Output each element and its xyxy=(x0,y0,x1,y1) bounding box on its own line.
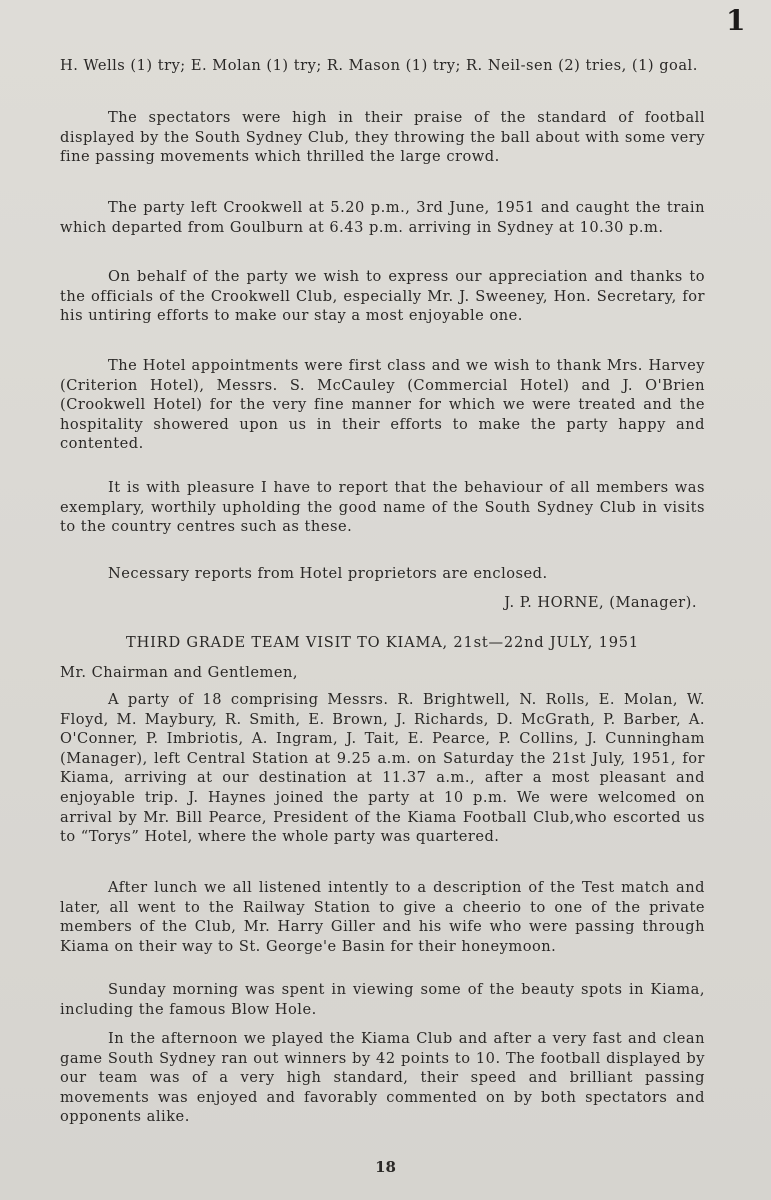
report2-heading: THIRD GRADE TEAM VISIT TO KIAMA, 21st—22nd JULY, 1951 xyxy=(126,634,639,651)
report1-signature-block xyxy=(60,593,705,613)
report2-salutation-block xyxy=(60,663,705,683)
report2-paragraph-2: After lunch we all listened intently to a description of the Test match and later, all went to the Railway Station to give a cheerio to one of the private members of the Club, Mr. Harry Giller and his wife who were passing through Kiama on their way to St. George'e Basin for their honeymoon. xyxy=(60,879,705,955)
report2-paragraph-1-block xyxy=(60,690,705,847)
report2-paragraph-4: In the afternoon we played the Kiama Club and after a very fast and clean game South Sydney ran out winners by 42 points to 10. The football displayed by our team was of a very high standard, their speed and brilliant passing movements was enjoyed and favorably commented on by both spectators and opponents alike. xyxy=(60,1030,705,1126)
report1-paragraph-1-block xyxy=(60,108,705,167)
scorers-paragraph: H. Wells (1) try; E. Molan (1) try; R. Mason (1) try; R. Neil-sen (2) tries, (1) goal. xyxy=(60,57,698,74)
report1-paragraph-6: Necessary reports from Hotel proprietors are enclosed. xyxy=(108,565,548,582)
manager-signature: J. P. HORNE, (Manager). xyxy=(504,594,697,611)
try-scorers-line xyxy=(60,56,705,76)
report1-paragraph-4: The Hotel appointments were first class and we wish to thank Mrs. Harvey (Criterion Hotel), Messrs. S. McCauley (Commercial Hotel) and J. O'Brien (Crookwell Hotel) for the very fine manner for which we were treated and the hospitality showered upon us in their efforts to make the party happy and contented. xyxy=(60,357,705,453)
report1-paragraph-5: It is with pleasure I have to report that the behaviour of all members was exemplary, worthily upholding the good name of the South Sydney Club in visits to the country centres such as these. xyxy=(60,479,705,536)
report1-paragraph-2-block xyxy=(60,198,705,237)
page-number: 18 xyxy=(375,1158,396,1176)
report1-paragraph-1: The spectators were high in their praise of the standard of football displayed by the South Sydney Club, they throwing the ball about with some very fine passing movements which thrilled the large crowd. xyxy=(60,109,705,166)
report2-paragraph-2-block xyxy=(60,878,705,956)
report2-paragraph-3: Sunday morning was spent in viewing some of the beauty spots in Kiama, including the famous Blow Hole. xyxy=(60,981,705,1018)
report1-paragraph-4-block xyxy=(60,356,705,454)
report1-paragraph-5-block xyxy=(60,478,705,537)
report1-paragraph-2: The party left Crookwell at 5.20 p.m., 3rd June, 1951 and caught the train which departed from Goulburn at 6.43 p.m. arriving in Sydney at 10.30 p.m. xyxy=(60,199,705,236)
report1-paragraph-3-block xyxy=(60,267,705,326)
corner-pencil-mark: 1 xyxy=(726,4,746,37)
report1-paragraph-3: On behalf of the party we wish to express our appreciation and thanks to the officials of the Crookwell Club, especially Mr. J. Sweeney, Hon. Secretary, for his untiring efforts to make our stay a most enjoyable one. xyxy=(60,268,705,325)
report2-salutation: Mr. Chairman and Gentlemen, xyxy=(60,664,299,681)
report2-heading-block xyxy=(60,633,705,653)
report2-paragraph-1: A party of 18 comprising Messrs. R. Brightwell, N. Rolls, E. Molan, W. Floyd, M. Maybury, R. Smith, E. Brown, J. Richards, D. McGrath, P. Barber, A. O'Conner, P. Imbriotis, A. Ingram, J. Tait, E. Pearce, P. Collins, J. Cunningham (Manager), left Central Station at 9.25 a.m. on Saturday the 21st July, 1951, for Kiama, arriving at our destination at 11.37 a.m., after a most pleasant and enjoyable trip. J. Haynes joined the party at 10 p.m. We were welcomed on arrival by Mr. Bill Pearce, President of the Kiama Football Club,who escorted us to “Torys” Hotel, where the whole party was quartered. xyxy=(60,691,705,846)
report2-paragraph-3-block xyxy=(60,980,705,1019)
report1-paragraph-6-block xyxy=(60,564,705,584)
report2-paragraph-4-block xyxy=(60,1029,705,1127)
